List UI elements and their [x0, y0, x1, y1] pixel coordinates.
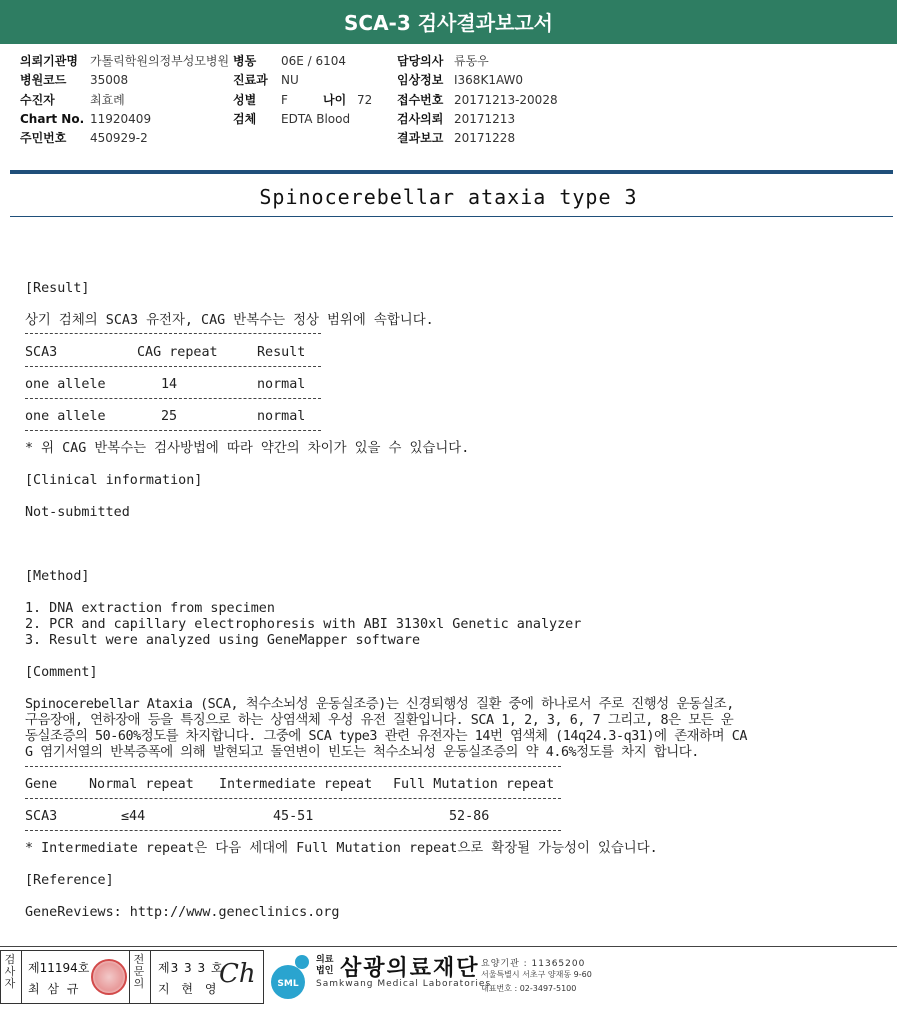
info-label: 검사의뢰 [397, 112, 444, 127]
info-value: I368K1AW0 [454, 73, 523, 88]
info-value: 류동우 [454, 54, 489, 69]
table-divider [25, 366, 321, 367]
method-line: 1. DNA extraction from specimen [25, 601, 275, 616]
info-value: 06E / 6104 [281, 54, 347, 69]
method-heading: [Method] [25, 569, 90, 584]
info-label: 병동 [233, 54, 257, 69]
inspector-number: 제11194호 [28, 961, 90, 975]
result-row-repeat: 14 [161, 377, 178, 392]
reference-heading: [Reference] [25, 873, 114, 888]
info-value: 20171213 [454, 112, 516, 127]
method-line: 3. Result were analyzed using GeneMapper software [25, 633, 421, 648]
comment-heading: [Comment] [25, 665, 98, 680]
table-divider [25, 830, 561, 831]
info-value: 20171228 [454, 131, 516, 146]
org-type: 의료 법인 [316, 955, 334, 976]
comment-line: 동실조증의 50-60%정도를 차지합니다. 그중에 SCA type3 관련 유전자는 14번 염색체 (14q24.3-q31)에 존재하며 CA [25, 729, 747, 744]
gene-row-gene: SCA3 [25, 809, 58, 824]
sml-logo-icon [268, 952, 312, 1000]
specialist-name: 지 현 영 [158, 982, 221, 996]
inspector-name: 최 삼 규 [28, 982, 81, 996]
report-title: Spinocerebellar ataxia type 3 [259, 185, 638, 209]
org-english-name: Samkwang Medical Laboratories [316, 979, 492, 989]
age-label: 나이 [323, 92, 347, 107]
result-header-repeat: CAG repeat [137, 345, 218, 360]
info-label: 주민번호 [20, 131, 67, 146]
result-header-gene: SCA3 [25, 345, 58, 360]
inspector-label: 검사자 [4, 953, 16, 990]
info-label: 담당의사 [397, 54, 444, 69]
info-label: 접수번호 [397, 92, 444, 107]
result-header-result: Result [257, 345, 306, 360]
gene-row-full: 52-86 [449, 809, 490, 824]
result-row-allele: one allele [25, 377, 106, 392]
table-divider [25, 798, 561, 799]
reference-text: GeneReviews: http://www.geneclinics.org [25, 905, 340, 920]
result-heading: [Result] [25, 281, 90, 296]
title-underline [10, 216, 893, 217]
info-label: 결과보고 [397, 131, 444, 146]
info-label: 수진자 [20, 92, 55, 107]
comment-line: Spinocerebellar Ataxia (SCA, 척수소뇌성 운동실조증)는 신경퇴행성 질환 중에 하나로서 주로 진행성 운동실조, [25, 697, 734, 712]
org-address: 서울특별시 서초구 양재동 9-60 [481, 970, 592, 979]
result-row-status: normal [257, 377, 306, 392]
gene-header-normal: Normal repeat [89, 777, 194, 792]
footer-divider [0, 946, 897, 947]
info-value: 11920409 [90, 112, 152, 127]
gene-header-intermediate: Intermediate repeat [219, 777, 373, 792]
info-value: 가톨릭학원의정부성모병원 [90, 54, 230, 69]
header-divider [10, 170, 893, 174]
gene-header-full: Full Mutation repeat [393, 777, 555, 792]
result-row-repeat: 25 [161, 409, 178, 424]
gene-row-normal: ≤44 [121, 809, 146, 824]
gene-row-intermediate: 45-51 [273, 809, 314, 824]
method-line: 2. PCR and capillary electrophoresis with ABI 3130xl Genetic analyzer [25, 617, 582, 632]
info-value: 35008 [90, 73, 129, 88]
logo-text: SML [277, 979, 299, 989]
info-value: EDTA Blood [281, 112, 351, 127]
info-value: 450929-2 [90, 131, 148, 146]
info-label: 의뢰기관명 [20, 54, 78, 69]
info-value: 최효례 [90, 92, 125, 107]
table-divider [25, 430, 321, 431]
patient-info-col2 [233, 52, 393, 129]
result-sentence: 상기 검체의 SCA3 유전자, CAG 반복수는 정상 범위에 속합니다. [25, 313, 434, 328]
clinical-text: Not-submitted [25, 505, 130, 520]
comment-line: 구음장애, 연하장애 등을 특징으로 하는 상염색체 우성 유전 질환입니다. SCA 1, 2, 3, 6, 7 그리고, 8은 모든 운 [25, 713, 734, 728]
gene-note: * Intermediate repeat은 다음 세대에 Full Mutation repeat으로 확장될 가능성이 있습니다. [25, 841, 658, 856]
patient-info-col1 [20, 52, 260, 148]
specialist-label: 전문의 [133, 953, 145, 990]
clinical-heading: [Clinical information] [25, 473, 203, 488]
info-label: 검체 [233, 112, 257, 127]
result-row-status: normal [257, 409, 306, 424]
org-name: 삼광의료재단 [340, 956, 480, 981]
org-phone: 대표번호 : 02-3497-5100 [481, 984, 577, 993]
result-note: * 위 CAG 반복수는 검사방법에 따라 약간의 차이가 있을 수 있습니다. [25, 441, 470, 456]
specialist-signature: Ch [219, 959, 256, 989]
table-divider [25, 398, 321, 399]
info-label: 진료과 [233, 73, 268, 88]
age-value: 72 [357, 92, 373, 107]
gene-header-gene: Gene [25, 777, 58, 792]
info-label: Chart No. [20, 112, 85, 127]
org-code: 요양기관 : 11365200 [481, 959, 586, 969]
info-value: 20171213-20028 [454, 92, 558, 107]
table-divider [25, 333, 321, 334]
info-value: F [281, 92, 288, 107]
info-value: NU [281, 73, 299, 88]
patient-info-col3 [397, 52, 597, 148]
table-divider [25, 766, 561, 767]
result-row-allele: one allele [25, 409, 106, 424]
info-label: 성별 [233, 92, 257, 107]
official-seal-icon [91, 959, 127, 995]
comment-line: G 염기서열의 반복증폭에 의해 발현되고 돌연변이 빈도는 척수소뇌성 운동실조증의 약 4.6%정도를 차지 합니다. [25, 745, 699, 760]
signature-box [0, 950, 264, 1004]
specialist-number: 제3 3 3 호 [158, 961, 224, 975]
report-header-title: SCA-3 검사결과보고서 [0, 0, 897, 44]
info-label: 병원코드 [20, 73, 67, 88]
info-label: 임상정보 [397, 73, 444, 88]
